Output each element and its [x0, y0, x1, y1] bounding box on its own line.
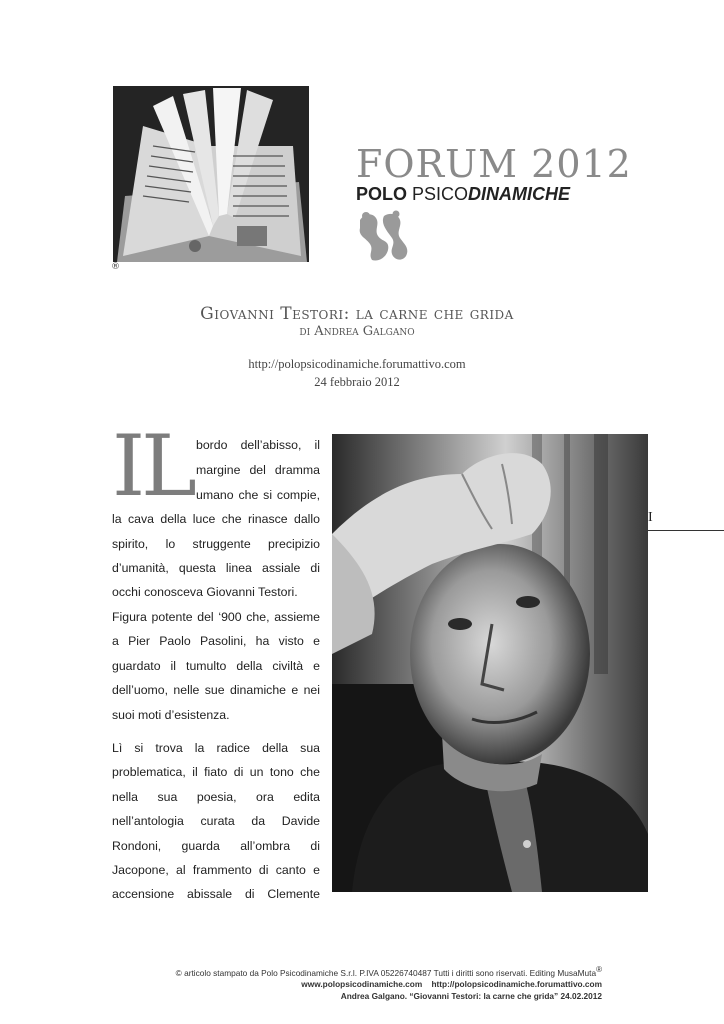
- forum-title: FORUM 2012: [356, 142, 632, 186]
- footer-copyright-text: © articolo stampato da Polo Psicodinamiche S.r.l. P.IVA 05226740487 Tutti i diritti sono riservati. Editing MusaMuta: [175, 967, 597, 978]
- article-author: di Andrea Galgano: [299, 324, 415, 339]
- body-line: Jacopone, al frammento di canto e: [112, 863, 320, 877]
- footer-citation: Andrea Galgano. “Giovanni Testori: la carne che grida” 24.02.2012: [340, 991, 602, 1001]
- body-line: bordo dell’abisso, il: [196, 438, 320, 452]
- author-portrait-photo: [332, 434, 648, 892]
- body-line: problematica, il fiato di un tono che: [112, 765, 320, 779]
- book-photo: [113, 86, 309, 262]
- drop-cap: IL: [112, 417, 193, 515]
- forum-logo-icon: [354, 210, 414, 264]
- footer-copyright: [176, 965, 602, 978]
- side-rule: [648, 530, 724, 531]
- body-line: suoi moti d’esistenza.: [112, 708, 230, 722]
- article-title: Giovanni Testori: la carne che grida: [200, 304, 514, 324]
- registered-mark: ®: [111, 262, 120, 272]
- footer-registered-mark: ®: [596, 965, 602, 974]
- forum-sub-dinamiche: DINAMICHE: [468, 184, 571, 204]
- body-line: umano che si compie,: [196, 488, 320, 502]
- body-line: la cava della luce che rinasce dallo: [112, 512, 320, 526]
- article-date: 24 febbraio 2012: [314, 375, 400, 389]
- body-line: dell’uomo, nelle sue dinamiche e nei: [112, 683, 320, 697]
- body-line: Figura potente del ‘900 che, assieme: [112, 610, 320, 624]
- body-line: a Pier Paolo Pasolini, ha visto e: [112, 634, 320, 648]
- footer-websites[interactable]: www.polopsicodinamiche.com http://polopsicodinamiche.forumattivo.com: [301, 979, 602, 989]
- forum-subtitle: [356, 182, 570, 206]
- forum-sub-psico: PSICO: [412, 184, 469, 204]
- body-line: Rondoni, guarda all’ombra di: [112, 839, 320, 853]
- body-line: nell’antologia curata da Davide: [112, 814, 320, 828]
- side-margin-mark: I: [648, 510, 653, 525]
- body-line: occhi conosceva Giovanni Testori.: [112, 585, 298, 599]
- body-line: nella sua poesia, ora edita: [112, 790, 320, 804]
- article-url[interactable]: http://polopsicodinamiche.forumattivo.com: [248, 357, 466, 371]
- body-line: Lì si trova la radice della sua: [112, 741, 320, 755]
- body-line: accensione abissale di Clemente: [112, 887, 320, 901]
- body-line: spirito, lo struggente precipizio: [112, 537, 320, 551]
- body-line: guardato il tumulto della civiltà e: [112, 659, 320, 673]
- body-line: d’umanità, questa linea assiale di: [112, 561, 320, 575]
- forum-sub-polo: POLO: [356, 184, 413, 204]
- body-line: margine del dramma: [196, 463, 320, 477]
